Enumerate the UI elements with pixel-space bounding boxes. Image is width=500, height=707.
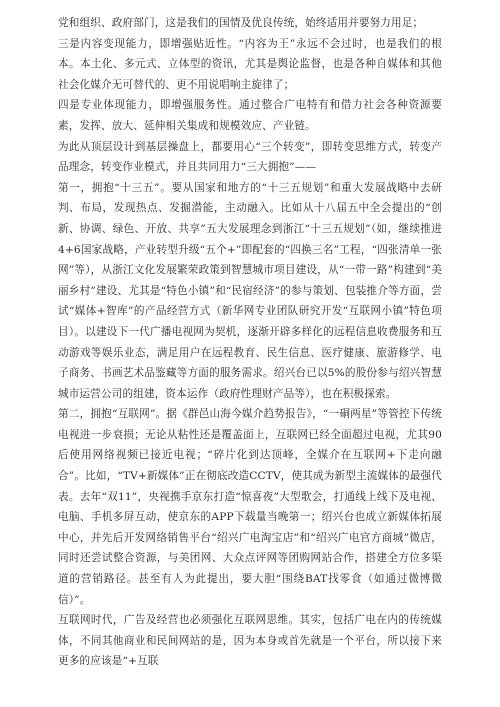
paragraph-4: 为此从顶层设计到基层操盘上，都要用心“三个转变”，即转变思维方式，转变产品理念，转变作业模式，并且共同用力“三大拥抱”—— xyxy=(58,140,442,174)
paragraph-1: 党和组织、政府部门，这是我们的国情及优良传统，始终适用并要努力用足； xyxy=(58,17,424,29)
paragraph-3: 四是专业体现能力，即增强服务性。通过整合广电特有和借力社会各种资源要素，发挥、放大、延伸相关集成和规模效应、产业链。 xyxy=(58,99,442,132)
paragraph-5: 第一，拥抱“十三五”。要从国家和地方的“十三五规划”和重大发展战略中去研判、布局，发现热点、发掘潜能，主动融入。比如从十八届五中全会提出的“创新、协调、绿色、开放、共享”五大发展理念到浙江“十三五规划”（如，继续推进4+6国家战略，产业转型升级“五个+”即配套的“四换三名”工程，“四张清单一张网”等），从浙江文化发展繁荣政策到智慧城市项目建设，从“一带一路”构建到“美丽乡村”建设、尤其是“特色小镇”和“民宿经济”的参与策划、包装推介等方面，尝试“媒体+智库”的产品经营方式（新华网专业团队研究开发“互联网小镇”特色项目）。以建设下一代广播电视网为契机，逐渐开辟多样化的远程信息收费服务和互动游戏等娱乐业态，满足用户在远程教育、民生信息、医疗健康、旅游修学、电子商务、书画艺术品鉴藏等方面的服务需求。绍兴台已以5%的股份参与绍兴智慧城市运营公司的组建，资本运作（政府性理财产品等），也在积极探索。 xyxy=(58,181,442,400)
paragraph-6: 第二，拥抱“互联网”。据《群邑山海今媒介趋势报告》，“一硐两星”等管控下传统电视进一步衰损；无论从粘性还是覆盖面上，互联网已经全面超过电视，尤其90后使用网络视频已接近电视；“碎片化到达顶峰，全媒介在互联网+下走向融合”。比如，“TV+新媒体”正在彻底改造CCTV，使其成为新型主流媒体的最强代表。去年“双11”，央视携手京东打造“惊喜夜”大型歌会，打通线上线下及电视、电脑、手机多屏互动，使京东的APP下载量当晚第一；绍兴台也成立新媒体拓展中心，并先后开发网络销售平台“绍兴广电淘宝店”和“绍兴广电官方商城”微店，同时还尝试整合资源，与美团网、大众点评网等团购网站合作，搭建全方位多渠道的营销路径。甚至有人为此提出，要大胆“围绕BAT找零食（如通过微博微信）”。 xyxy=(58,408,442,606)
paragraph-7: 互联网时代，广告及经营也必须强化互联网思维。其实，包括广电在内的传统媒体，不同其他商业和民间网站的是，因为本身或首先就是一个平台，所以接下来更多的应该是“+互联 xyxy=(58,614,442,668)
paragraph-2: 三是内容变现能力，即增强贴近性。“内容为王”永远不会过时，也是我们的根本。本土化、多元式、立体型的资讯，尤其是舆论监督，也是各种自媒体和其他社会化媒介无可替代的、更不用说唱响主旋律了； xyxy=(58,37,442,91)
